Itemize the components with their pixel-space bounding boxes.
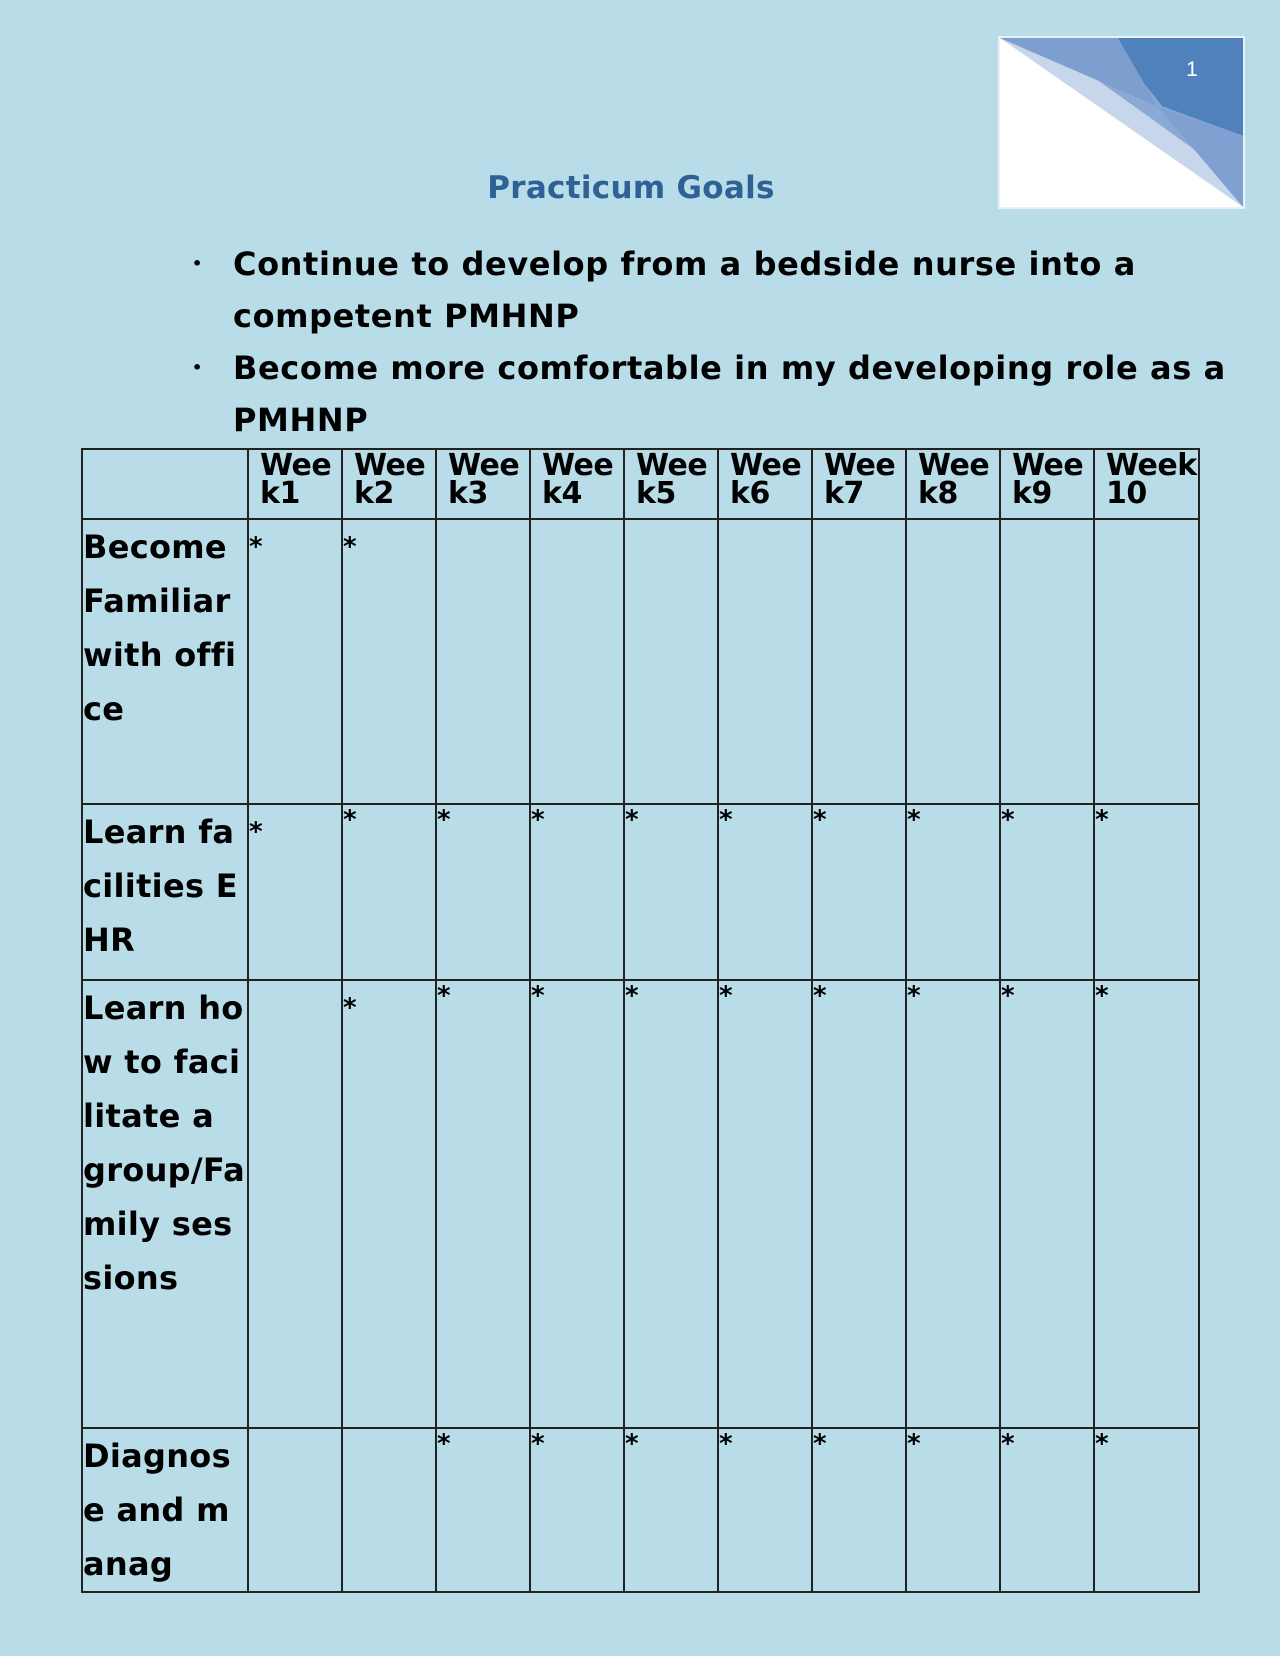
table-cell: *: [906, 1428, 1000, 1592]
column-header-week10: Week10: [1094, 449, 1199, 519]
table-cell: *: [624, 804, 718, 980]
table-cell: *: [906, 980, 1000, 1428]
table-cell: *: [436, 980, 530, 1428]
table-cell: [718, 519, 812, 804]
table-cell: [624, 519, 718, 804]
table-cell: [248, 980, 342, 1428]
table-cell: [1094, 519, 1199, 804]
goal-text: Continue to develop from a bedside nurse into a competent PMHNP: [233, 245, 1136, 335]
table-cell: *: [906, 804, 1000, 980]
column-header-week6: Week6: [718, 449, 812, 519]
row-label: Learn facilities EHR: [82, 804, 248, 980]
table-cell: *: [718, 1428, 812, 1592]
table-cell: *: [1000, 980, 1094, 1428]
table-cell: *: [812, 1428, 906, 1592]
table-cell: *: [530, 1428, 624, 1592]
table-cell: [1000, 519, 1094, 804]
table-header-row: [82, 449, 1199, 519]
goal-item: [190, 342, 1230, 446]
table-cell: *: [1094, 980, 1199, 1428]
table-cell: *: [812, 804, 906, 980]
table-row: [82, 980, 1199, 1428]
table-cell: *: [436, 804, 530, 980]
page-number: 1: [1186, 58, 1198, 81]
table-cell: *: [436, 1428, 530, 1592]
table-cell: *: [1094, 804, 1199, 980]
table-cell: *: [812, 980, 906, 1428]
goal-text: Become more comfortable in my developing role as a PMHNP: [233, 349, 1226, 439]
table-cell: [436, 519, 530, 804]
column-header-week4: Week4: [530, 449, 624, 519]
column-header-week3: Week3: [436, 449, 530, 519]
table-cell: *: [530, 980, 624, 1428]
table-cell: [812, 519, 906, 804]
bullet-icon: •: [192, 254, 203, 273]
row-label: Diagnose and manag: [82, 1428, 248, 1592]
row-label: Learn how to facilitate a group/Family sessions: [82, 980, 248, 1428]
weekly-schedule-table: [81, 448, 1200, 1593]
bullet-icon: •: [192, 358, 203, 377]
table-row: [82, 1428, 1199, 1592]
table-row: [82, 804, 1199, 980]
table-cell: *: [624, 1428, 718, 1592]
column-header-week5: Week5: [624, 449, 718, 519]
goals-list: [190, 238, 1230, 446]
table-cell: *: [248, 519, 342, 804]
column-header-week1: Week1: [248, 449, 342, 519]
table-cell: *: [718, 980, 812, 1428]
table-cell: [342, 1428, 436, 1592]
column-header-week8: Week8: [906, 449, 1000, 519]
table-cell: *: [1000, 804, 1094, 980]
column-header-week2: Week2: [342, 449, 436, 519]
corner-header-cell: [82, 449, 248, 519]
table-cell: *: [342, 519, 436, 804]
table-cell: *: [248, 804, 342, 980]
table-cell: *: [342, 980, 436, 1428]
column-header-week7: Week7: [812, 449, 906, 519]
row-label: Become Familiar with office: [82, 519, 248, 804]
table-cell: *: [1094, 1428, 1199, 1592]
table-cell: *: [530, 804, 624, 980]
table-cell: *: [624, 980, 718, 1428]
table-cell: [530, 519, 624, 804]
table-row: [82, 519, 1199, 804]
table-cell: [248, 1428, 342, 1592]
column-header-week9: Week9: [1000, 449, 1094, 519]
table-cell: *: [718, 804, 812, 980]
page-title: Practicum Goals: [487, 170, 775, 206]
table-cell: [906, 519, 1000, 804]
goal-item: [190, 238, 1230, 342]
table-cell: *: [342, 804, 436, 980]
table-cell: *: [1000, 1428, 1094, 1592]
